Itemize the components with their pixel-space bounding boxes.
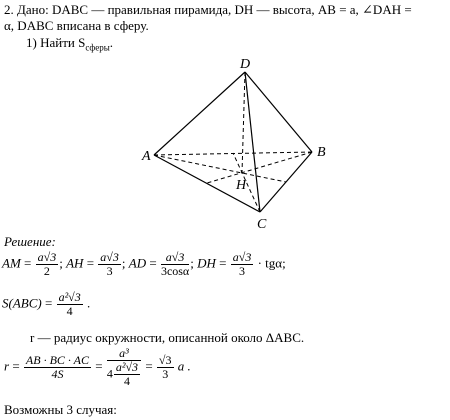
dh-tail: · tgα; [257,255,286,271]
dh-den: 3 [239,264,246,278]
ad-num: a√3 [161,251,189,265]
dh-frac [231,251,254,278]
task-text: 1) Найти S [26,35,86,50]
ad-frac [161,251,189,278]
r-tail: a . [177,358,191,374]
am-den: 2 [43,264,50,278]
task-end: . [109,35,114,50]
solution-heading: Решение: [4,234,56,249]
height-DH [242,72,245,173]
edge-DB [245,72,312,152]
s-den: 4 [66,304,73,318]
problem-line-1: 2. Дано: DABC — правильная пирамида, DH — высота, AB = a, ∠DAH = [4,2,412,17]
r-num-3: √3 [158,353,172,367]
median-B [207,152,312,183]
ad-lhs: AD [128,255,147,271]
ah-frac [98,251,121,278]
am-lhs: AM [2,255,21,271]
ah-lhs: AH [66,255,84,271]
r-den-1: 4S [51,367,64,381]
am-num: a√3 [37,250,57,264]
s-lhs: S(ABC) [2,295,42,311]
formula-row-3: r = $\frac{AB \cdot BC \cdot AC}{4S}$ = a³ 4 $\frac{\text{a²√3}}{4}$ = $\frac{√3}{3}$ a . [4,346,191,388]
radius-definition: r — радиус окружности, описанной около ΔABC. [30,330,305,345]
ah-num: a√3 [100,250,119,264]
ad-den: 3cosα [160,264,190,278]
r-den-2-coef: 4 [106,366,113,381]
s-frac [57,291,83,318]
label-C: C [257,217,267,232]
r-frac-1 [24,354,91,381]
edge-DA [154,72,245,155]
s-num: a²√3 [58,290,81,304]
label-A: A [142,149,151,164]
label-H: H [236,178,247,193]
ah-den: 3 [106,264,113,278]
r-den-2 [107,361,141,388]
r-den-2-num: a²√3 [115,360,139,374]
median-A [154,155,286,182]
label-B: B [317,145,326,160]
dh-num: a√3 [232,250,252,264]
r-den-2-frac [114,361,140,388]
r-frac-3 [157,354,174,381]
formula-row-1: AM = $\frac{a√3}{2}$ ; AH = $\frac{a√3}{3}$ ; AD = $\frac{a√3}{3\cos\alpha}$ ; DH = $\frac{a√3}{3}$ · tgα; [2,250,286,278]
r-den-3: 3 [162,367,169,381]
label-D: D [240,57,251,72]
formula-row-2: S(ABC) = $\frac{\text{a²√3}}{4}$ . [2,290,91,318]
r-num-2: a³ [107,347,141,361]
am-frac [36,251,59,278]
problem-line-2: α, DABC вписана в сферу. [4,18,149,33]
dh-lhs: DH [197,255,216,271]
r-num-1: AB · BC · AC [25,353,90,367]
cases-line: Возможны 3 случая: [4,402,117,417]
task-subscript: сферы [85,42,110,53]
r-den-2-den: 4 [123,374,130,388]
r-lhs: r [4,358,10,374]
r-frac-2 [107,347,141,388]
edge-DC [245,72,260,212]
